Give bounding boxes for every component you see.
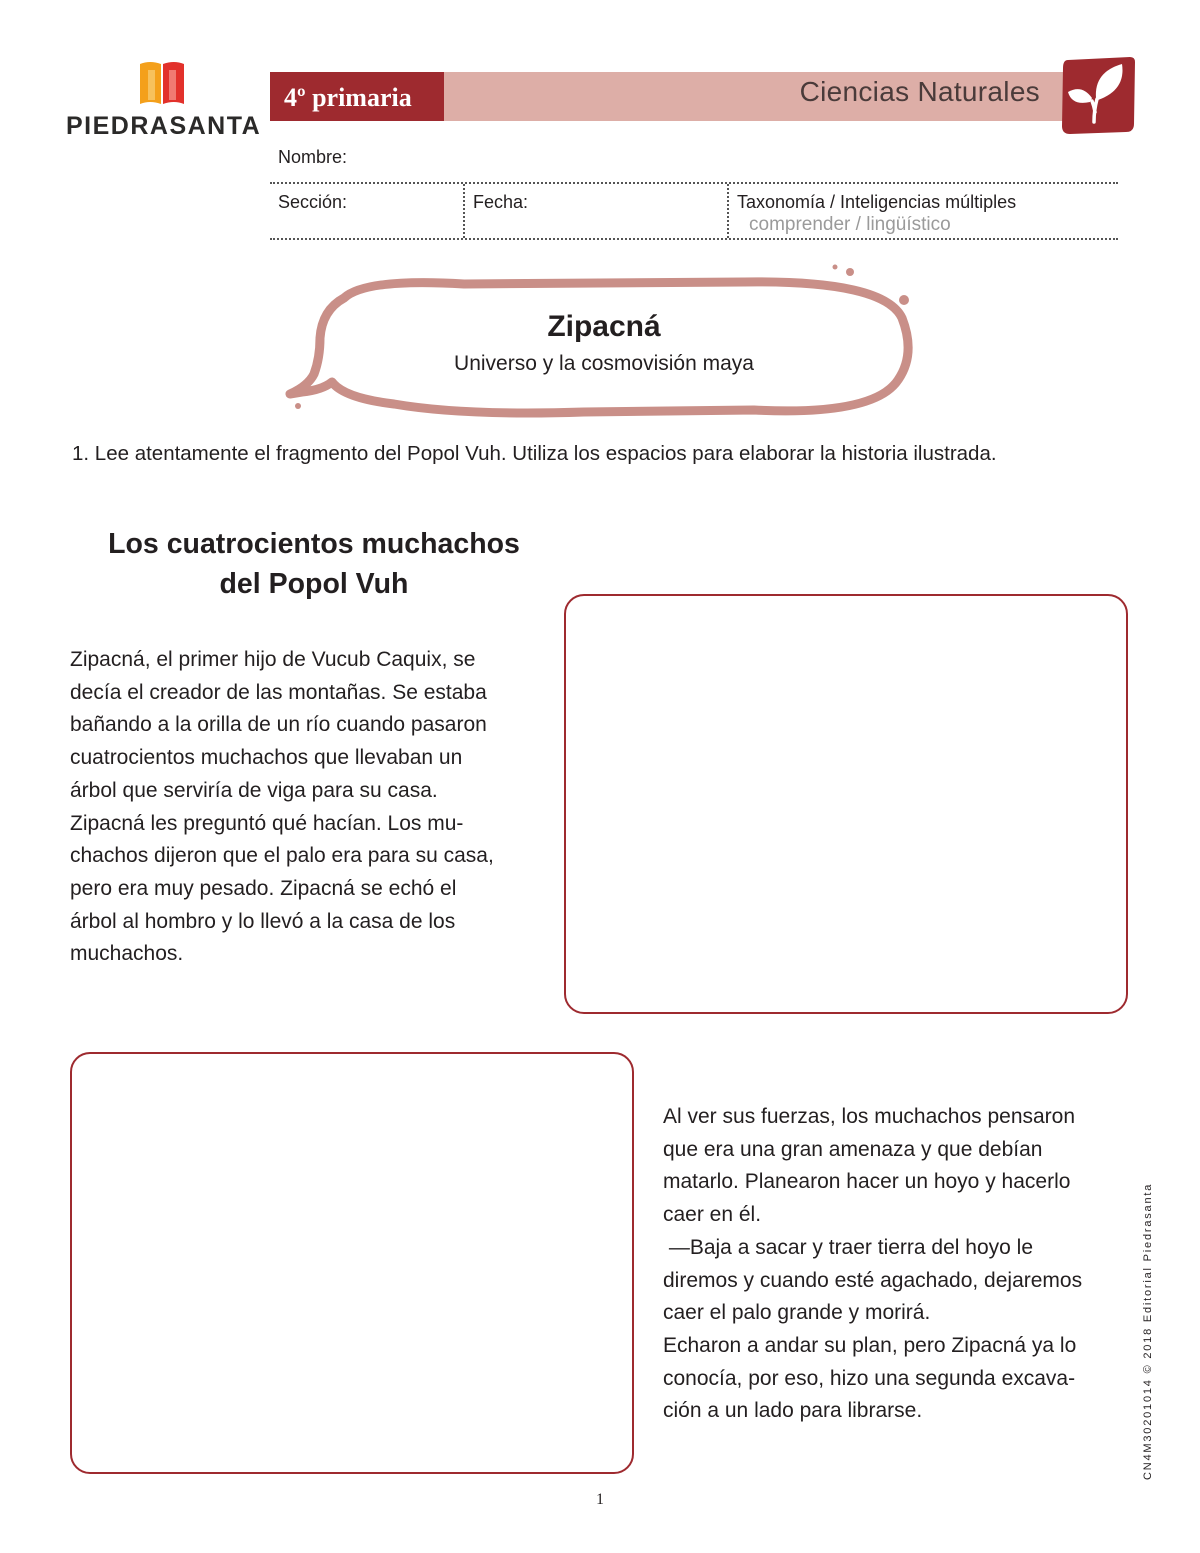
story-line: bañando a la orilla de un río cuando pasaron (70, 713, 487, 737)
story-line: muchachos. (70, 942, 184, 966)
story-line: Zipacná les preguntó qué hacían. Los mu- (70, 811, 464, 835)
instruction-text: 1. Lee atentamente el fragmento del Popol Vuh. Utiliza los espacios para elaborar la historia ilustrada. (72, 442, 997, 465)
story-title-line: del Popol Vuh (219, 568, 409, 600)
leaf-icon (1060, 56, 1136, 134)
section-label: Sección: (278, 192, 348, 212)
story-title (72, 524, 556, 604)
story-line: conocía, por eso, hizo una segunda excava- (663, 1366, 1076, 1390)
page-number: 1 (596, 1491, 604, 1508)
story-line: Al ver sus fuerzas, los muchachos pensaron (663, 1105, 1076, 1128)
form-divider (270, 238, 1118, 240)
illustration-box-1[interactable] (564, 594, 1128, 1014)
story-line: que era una gran amenaza y que debían (663, 1137, 1043, 1161)
subject-title: Ciencias Naturales (799, 76, 1040, 107)
taxonomy-value: comprender / lingüístico (749, 214, 951, 235)
story-title-line: Los cuatrocientos muchachos (108, 528, 520, 560)
name-label: Nombre: (278, 147, 348, 167)
speech-bubble-frame (284, 264, 920, 430)
piedrasanta-logo-icon (136, 58, 188, 106)
story-line: caer en él. (663, 1203, 762, 1227)
illustration-box-2[interactable] (70, 1052, 634, 1474)
story-paragraph-1 (70, 644, 550, 971)
worksheet-title: Zipacná (547, 310, 661, 343)
form-column-divider (463, 184, 465, 238)
taxonomy-label: Taxonomía / Inteligencias múltiples (737, 192, 1017, 212)
story-line: caer el palo grande y morirá. (663, 1301, 931, 1325)
story-paragraph-2 (663, 1101, 1133, 1428)
story-line: pero era muy pesado. Zipacná se echó el (70, 876, 457, 900)
story-line: diremos y cuando esté agachado, dejaremos (663, 1268, 1083, 1292)
form-divider (270, 182, 1118, 184)
story-line: matarlo. Planearon hacer un hoyo y hacerlo (663, 1170, 1071, 1194)
worksheet-subtitle: Universo y la cosmovisión maya (454, 352, 754, 375)
story-line: árbol que serviría de viga para su casa. (70, 778, 438, 802)
story-line: chachos dijeron que el palo era para su casa, (70, 844, 494, 868)
date-label: Fecha: (473, 192, 529, 212)
copyright-code: CN4M30201014 © 2018 Editorial Piedrasanta (1142, 1182, 1154, 1480)
story-line: ción a un lado para librarse. (663, 1399, 923, 1423)
story-line: —Baja a sacar y traer tierra del hoyo le (663, 1235, 1034, 1259)
form-column-divider (727, 184, 729, 238)
story-line: Echaron a andar su plan, pero Zipacná ya lo (663, 1333, 1077, 1357)
brand-logo-text: PIEDRASANTA (66, 112, 262, 140)
story-line: árbol al hombro y lo llevó a la casa de los (70, 909, 456, 933)
story-line: decía el creador de las montañas. Se estaba (70, 680, 487, 704)
story-line: Zipacná, el primer hijo de Vucub Caquix, se (70, 648, 476, 671)
grade-label: 4º primaria (270, 72, 444, 121)
story-line: cuatrocientos muchachos que llevaban un (70, 746, 463, 770)
